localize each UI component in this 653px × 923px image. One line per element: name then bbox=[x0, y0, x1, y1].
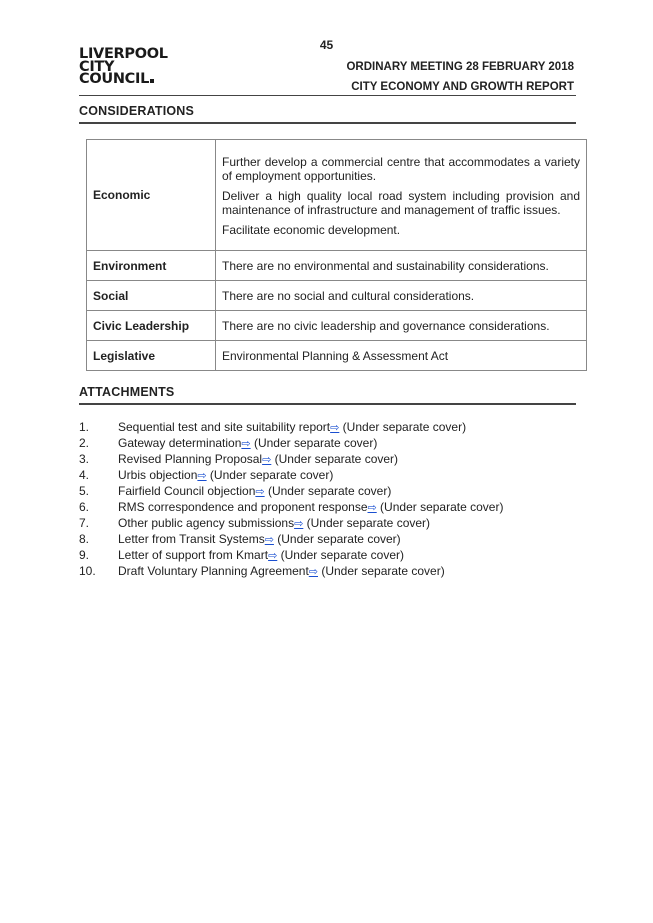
category-cell: Civic Leadership bbox=[87, 311, 216, 341]
list-item bbox=[79, 435, 503, 451]
description-cell bbox=[216, 281, 587, 311]
header-divider bbox=[79, 95, 576, 96]
link-arrow-icon[interactable]: ⇨ bbox=[330, 422, 340, 434]
item-note: (Under separate cover) bbox=[264, 484, 392, 498]
description-paragraph: There are no civic leadership and governance considerations. bbox=[222, 318, 550, 333]
item-note: (Under separate cover) bbox=[303, 516, 431, 530]
list-item bbox=[79, 483, 503, 499]
category-cell: Legislative bbox=[87, 341, 216, 371]
logo-line: CITY bbox=[79, 58, 115, 75]
item-title: Gateway determination bbox=[118, 436, 242, 450]
attachments-heading: ATTACHMENTS bbox=[79, 385, 175, 399]
description-paragraph: Facilitate economic development. bbox=[222, 223, 401, 237]
list-item bbox=[79, 531, 503, 547]
list-item bbox=[79, 467, 503, 483]
logo-line-text: COUNCIL bbox=[79, 71, 150, 87]
item-number: 8. bbox=[79, 532, 90, 546]
link-arrow-icon[interactable]: ⇨ bbox=[262, 454, 272, 466]
item-number: 1. bbox=[79, 420, 90, 434]
item-title: Urbis objection bbox=[118, 468, 198, 482]
item-title: Fairfield Council objection bbox=[118, 484, 256, 498]
item-number: 6. bbox=[79, 500, 90, 514]
item-note: (Under separate cover) bbox=[250, 436, 378, 450]
item-title: Draft Voluntary Planning Agreement bbox=[118, 564, 309, 578]
considerations-divider bbox=[79, 122, 576, 124]
table-row bbox=[87, 281, 587, 311]
description-cell bbox=[216, 251, 587, 281]
page-number: 45 bbox=[319, 38, 334, 52]
description-paragraph: Environmental Planning & Assessment Act bbox=[222, 348, 449, 363]
considerations-heading: CONSIDERATIONS bbox=[79, 104, 195, 118]
item-title: Sequential test and site suitability report bbox=[118, 420, 331, 434]
table-row bbox=[87, 341, 587, 371]
item-title: Other public agency submissions bbox=[118, 516, 295, 530]
item-note: (Under separate cover) bbox=[273, 532, 401, 546]
link-arrow-icon[interactable]: ⇨ bbox=[308, 566, 318, 578]
list-item bbox=[79, 563, 503, 579]
attachments-divider bbox=[79, 403, 576, 405]
item-note: (Under separate cover) bbox=[277, 548, 405, 562]
list-item bbox=[79, 547, 503, 563]
category-cell: Social bbox=[87, 281, 216, 311]
item-title: Revised Planning Proposal bbox=[118, 452, 263, 466]
description-paragraph: Further develop a commercial centre that accommodates a variety of employment opportunities. bbox=[222, 155, 580, 183]
link-arrow-icon[interactable]: ⇨ bbox=[264, 534, 274, 546]
category-cell: Economic bbox=[87, 140, 216, 251]
council-logo bbox=[79, 48, 168, 86]
description-cell bbox=[216, 140, 587, 251]
item-title: Letter from Transit Systems bbox=[118, 532, 265, 546]
list-item bbox=[79, 499, 503, 515]
considerations-table bbox=[86, 139, 587, 371]
meeting-title: ORDINARY MEETING 28 FEBRUARY 2018 bbox=[346, 61, 574, 73]
list-item bbox=[79, 419, 503, 435]
table-row bbox=[87, 251, 587, 281]
link-arrow-icon[interactable]: ⇨ bbox=[197, 470, 207, 482]
list-item bbox=[79, 451, 503, 467]
link-arrow-icon[interactable]: ⇨ bbox=[241, 438, 251, 450]
list-item bbox=[79, 515, 503, 531]
link-arrow-icon[interactable]: ⇨ bbox=[255, 486, 265, 498]
category-cell: Environment bbox=[87, 251, 216, 281]
link-arrow-icon[interactable]: ⇨ bbox=[367, 502, 377, 514]
item-number: 7. bbox=[79, 516, 90, 530]
logo-line: LIVERPOOL bbox=[79, 46, 168, 62]
item-number: 3. bbox=[79, 452, 90, 466]
item-number: 10. bbox=[79, 564, 96, 578]
item-note: (Under separate cover) bbox=[206, 468, 334, 482]
item-number: 9. bbox=[79, 548, 90, 562]
attachments-list bbox=[79, 419, 503, 579]
item-number: 2. bbox=[79, 436, 90, 450]
logo-dot-icon bbox=[150, 79, 154, 83]
item-number: 4. bbox=[79, 468, 90, 482]
description-paragraph: There are no environmental and sustainability considerations. bbox=[222, 258, 549, 273]
description-paragraph: Deliver a high quality local road system including provision and maintenance of infrastructure and management of traffic issues. bbox=[222, 189, 580, 217]
item-note: (Under separate cover) bbox=[376, 500, 504, 514]
item-note: (Under separate cover) bbox=[318, 564, 445, 578]
link-arrow-icon[interactable]: ⇨ bbox=[294, 518, 304, 530]
logo-line bbox=[79, 73, 168, 86]
item-note: (Under separate cover) bbox=[339, 420, 467, 434]
item-note: (Under separate cover) bbox=[271, 452, 399, 466]
description-cell bbox=[216, 341, 587, 371]
item-title: RMS correspondence and proponent response bbox=[118, 500, 368, 514]
description-paragraph: There are no social and cultural considerations. bbox=[222, 288, 475, 303]
link-arrow-icon[interactable]: ⇨ bbox=[268, 550, 278, 562]
item-title: Letter of support from Kmart bbox=[118, 548, 269, 562]
item-number: 5. bbox=[79, 484, 90, 498]
table-row bbox=[87, 311, 587, 341]
table-row bbox=[87, 140, 587, 251]
description-cell bbox=[216, 311, 587, 341]
report-title: CITY ECONOMY AND GROWTH REPORT bbox=[351, 81, 574, 93]
